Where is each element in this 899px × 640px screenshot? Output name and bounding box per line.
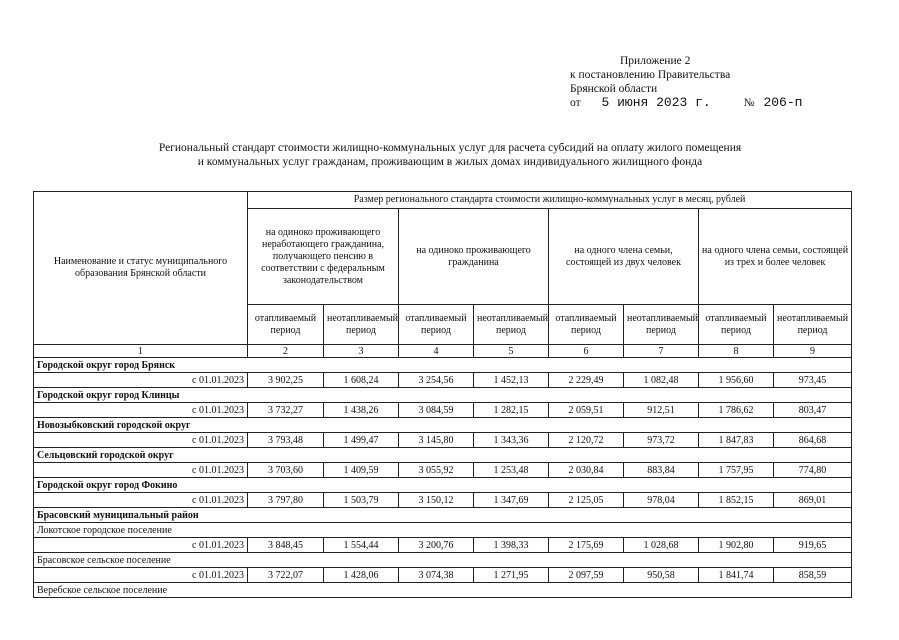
header-unheated: неотапливаемый период	[774, 305, 852, 345]
header-municipality: Наименование и статус муниципального образования Брянской области	[34, 192, 248, 345]
value-cell: 858,59	[774, 568, 852, 583]
header-category-pensioner: на одиноко проживающего неработающего гражданина, получающего пенсию в соответствии с федеральным законодательством	[248, 209, 399, 305]
table-row	[34, 403, 852, 418]
value-cell: 2 175,69	[549, 538, 624, 553]
value-cell: 3 055,92	[399, 463, 474, 478]
value-cell: 950,58	[624, 568, 699, 583]
value-cell: 1 956,60	[699, 373, 774, 388]
value-cell: 1 608,24	[324, 373, 399, 388]
settlement-row	[34, 523, 852, 538]
value-cell: 869,01	[774, 493, 852, 508]
value-cell: 1 847,83	[699, 433, 774, 448]
header-category-single: на одиноко проживающего гражданина	[399, 209, 549, 305]
table-row	[34, 538, 852, 553]
value-cell: 2 120,72	[549, 433, 624, 448]
header-heated: отапливаемый период	[549, 305, 624, 345]
value-cell: 1 428,06	[324, 568, 399, 583]
value-cell: 3 084,59	[399, 403, 474, 418]
value-cell: 3 703,60	[248, 463, 324, 478]
municipality-name: Городской округ город Клинцы	[34, 388, 852, 403]
col-number: 7	[624, 345, 699, 358]
appendix-title: Приложение 2	[620, 55, 691, 67]
value-cell: 864,68	[774, 433, 852, 448]
table-row	[34, 463, 852, 478]
value-cell: 3 732,27	[248, 403, 324, 418]
header-heated: отапливаемый период	[399, 305, 474, 345]
municipality-row	[34, 478, 852, 493]
value-cell: 1 253,48	[474, 463, 549, 478]
number-label: №	[743, 97, 755, 109]
appendix-region: Брянской области	[570, 83, 658, 95]
header-unheated: неотапливаемый период	[624, 305, 699, 345]
column-number-row	[34, 345, 852, 358]
value-cell: 2 059,51	[549, 403, 624, 418]
municipality-row	[34, 418, 852, 433]
header-group: Размер регионального стандарта стоимости жилищно-коммунальных услуг в месяц, рублей	[248, 192, 852, 209]
effective-date: с 01.01.2023	[34, 463, 248, 478]
value-cell: 1 499,47	[324, 433, 399, 448]
value-cell: 1 347,69	[474, 493, 549, 508]
value-cell: 3 074,38	[399, 568, 474, 583]
title-line-2: и коммунальных услуг гражданам, проживающим в жилых домах индивидуального жилищного фонда	[197, 156, 703, 168]
appendix-decree: к постановлению Правительства	[570, 69, 731, 81]
col-number: 8	[699, 345, 774, 358]
value-cell: 1 271,95	[474, 568, 549, 583]
value-cell: 1 902,80	[699, 538, 774, 553]
value-cell: 1 028,68	[624, 538, 699, 553]
decree-number: 206-п	[763, 95, 803, 110]
effective-date: с 01.01.2023	[34, 373, 248, 388]
value-cell: 973,45	[774, 373, 852, 388]
value-cell: 3 848,45	[248, 538, 324, 553]
value-cell: 1 757,95	[699, 463, 774, 478]
settlement-row	[34, 553, 852, 568]
value-cell: 1 398,33	[474, 538, 549, 553]
settlement-row	[34, 583, 852, 598]
col-number: 6	[549, 345, 624, 358]
header-category-three-plus: на одного члена семьи, состоящей из трех и более человек	[699, 209, 852, 305]
value-cell: 1 841,74	[699, 568, 774, 583]
effective-date: с 01.01.2023	[34, 403, 248, 418]
value-cell: 919,65	[774, 538, 852, 553]
value-cell: 3 793,48	[248, 433, 324, 448]
col-number: 5	[474, 345, 549, 358]
decree-date: 5 июня 2023 г.	[601, 95, 711, 110]
municipality-name: Брасовский муниципальный район	[34, 508, 852, 523]
municipality-row	[34, 388, 852, 403]
municipality-row	[34, 508, 852, 523]
value-cell: 3 797,80	[248, 493, 324, 508]
appendix-block	[570, 54, 802, 110]
value-cell: 1 503,79	[324, 493, 399, 508]
value-cell: 803,47	[774, 403, 852, 418]
value-cell: 1 852,15	[699, 493, 774, 508]
value-cell: 2 229,49	[549, 373, 624, 388]
value-cell: 3 254,56	[399, 373, 474, 388]
value-cell: 1 409,59	[324, 463, 399, 478]
municipality-name: Городской округ город Фокино	[34, 478, 852, 493]
value-cell: 1 786,62	[699, 403, 774, 418]
header-category-two: на одного члена семьи, состоящей из двух человек	[549, 209, 699, 305]
document-title	[40, 141, 860, 169]
col-number: 3	[324, 345, 399, 358]
table-row	[34, 568, 852, 583]
municipality-name: Городской округ город Брянск	[34, 358, 852, 373]
value-cell: 3 145,80	[399, 433, 474, 448]
header-heated: отапливаемый период	[248, 305, 324, 345]
value-cell: 1 082,48	[624, 373, 699, 388]
header-unheated: неотапливаемый период	[324, 305, 399, 345]
col-number: 9	[774, 345, 852, 358]
title-line-1: Региональный стандарт стоимости жилищно-коммунальных услуг для расчета субсидий на оплату жилого помещения	[158, 142, 742, 154]
municipality-row	[34, 358, 852, 373]
from-label: от	[570, 97, 581, 109]
col-number: 1	[34, 345, 248, 358]
standard-table	[33, 191, 852, 598]
table-row	[34, 373, 852, 388]
settlement-name: Брасовское сельское поселение	[34, 553, 852, 568]
municipality-row	[34, 448, 852, 463]
settlement-name: Локотское городское поселение	[34, 523, 852, 538]
value-cell: 3 902,25	[248, 373, 324, 388]
header-heated: отапливаемый период	[699, 305, 774, 345]
value-cell: 978,04	[624, 493, 699, 508]
value-cell: 1 452,13	[474, 373, 549, 388]
value-cell: 3 150,12	[399, 493, 474, 508]
municipality-name: Сельцовский городской округ	[34, 448, 852, 463]
settlement-name: Веpебское сельское поселение	[34, 583, 852, 598]
value-cell: 883,84	[624, 463, 699, 478]
effective-date: с 01.01.2023	[34, 433, 248, 448]
value-cell: 973,72	[624, 433, 699, 448]
appendix-date-line	[570, 96, 802, 110]
value-cell: 3 200,76	[399, 538, 474, 553]
value-cell: 912,51	[624, 403, 699, 418]
value-cell: 1 554,44	[324, 538, 399, 553]
value-cell: 1 343,36	[474, 433, 549, 448]
col-number: 2	[248, 345, 324, 358]
effective-date: с 01.01.2023	[34, 493, 248, 508]
effective-date: с 01.01.2023	[34, 538, 248, 553]
value-cell: 1 438,26	[324, 403, 399, 418]
value-cell: 774,80	[774, 463, 852, 478]
table-row	[34, 433, 852, 448]
header-unheated: неотапливаемый период	[474, 305, 549, 345]
col-number: 4	[399, 345, 474, 358]
value-cell: 2 097,59	[549, 568, 624, 583]
municipality-name: Новозыбковский городской округ	[34, 418, 852, 433]
value-cell: 3 722,07	[248, 568, 324, 583]
table-row	[34, 493, 852, 508]
value-cell: 1 282,15	[474, 403, 549, 418]
value-cell: 2 125,05	[549, 493, 624, 508]
value-cell: 2 030,84	[549, 463, 624, 478]
effective-date: с 01.01.2023	[34, 568, 248, 583]
